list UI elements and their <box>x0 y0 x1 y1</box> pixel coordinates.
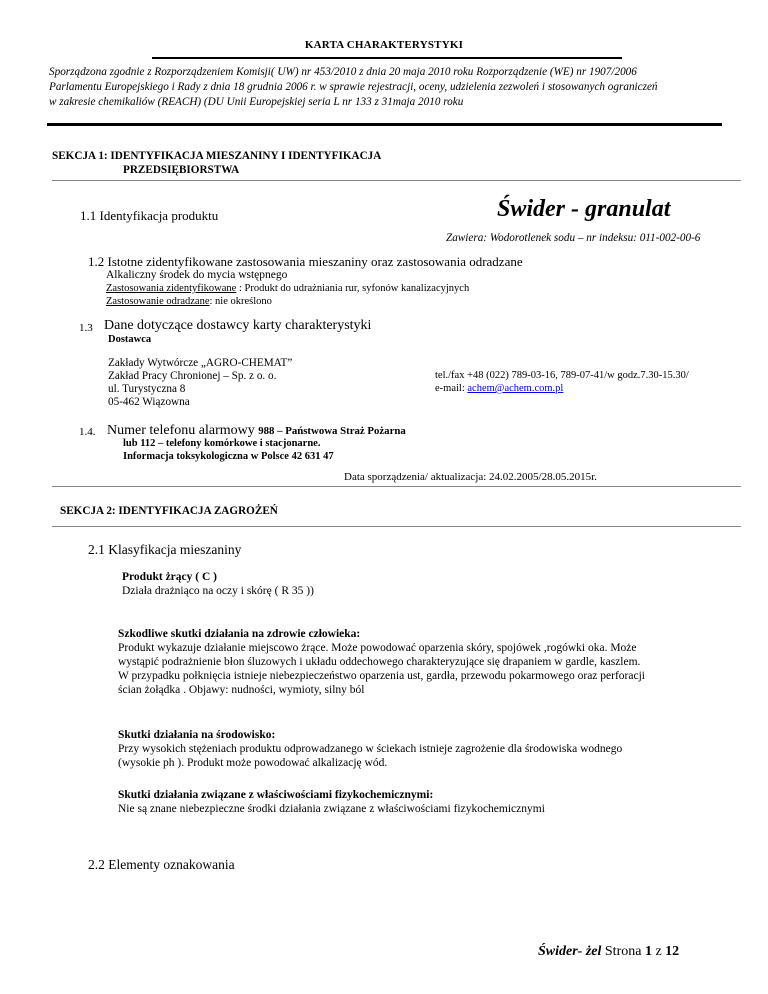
document-title: KARTA CHARAKTERYSTYKI <box>304 39 464 51</box>
supplier-email-line <box>435 383 563 394</box>
class-bold: Produkt żrący ( C ) <box>122 571 217 583</box>
class-text: Działa drażniąco na oczy i skórę ( R 35 )) <box>122 585 314 597</box>
uses-identified <box>106 283 469 294</box>
uses-identified-label: Zastosowania zidentyfikowane <box>106 283 237 294</box>
env-heading: Skutki działania na środowisko: <box>118 729 276 741</box>
regulation-line-3: w zakresie chemikaliów (REACH) (DU Unii Europejskiej seria L nr 133 z 31maja 2010 roku <box>49 96 464 108</box>
footer-page-total: 12 <box>665 944 680 959</box>
section2-heading: SEKCJA 2: IDENTYFIKACJA ZAGROŻEŃ <box>60 505 278 517</box>
s12-text: Alkaliczny środek do mycia wstępnego <box>106 269 288 281</box>
section2-rule <box>52 526 741 527</box>
s12-label: 1.2 Istotne zidentyfikowane zastosowania mieszaniny oraz zastosowania odradzane <box>88 254 523 269</box>
product-contains: Zawiera: Wodorotlenek sodu – nr indeksu: 011-002-00-6 <box>446 232 701 244</box>
footer-page-current: 1 <box>644 944 652 959</box>
section1-heading-line1: SEKCJA 1: IDENTYFIKACJA MIESZANINY I IDENTYFIKACJA <box>52 150 382 162</box>
footer <box>538 944 679 960</box>
regulation-line-2: Parlamentu Europejskiego i Rady z dnia 18 grudnia 2006 r. w sprawie rejestracji, oceny, udzielenia zezwoleń i stosowanych ograniczeń <box>49 81 658 93</box>
s21-label: 2.1 Klasyfikacja mieszaniny <box>88 542 242 557</box>
s22-label: 2.2 Elementy oznakowania <box>88 857 235 872</box>
supplier-email-prefix: e-mail: <box>435 383 468 394</box>
health-heading: Szkodliwe skutki działania na zdrowie człowieka: <box>118 628 361 640</box>
env-line-2: (wysokie ph ). Produkt może powodować alkalizację wód. <box>118 757 388 769</box>
supplier-phone: tel./fax +48 (022) 789-03-16, 789-07-41/w godz.7.30-15.30/ <box>435 370 689 381</box>
supplier-line-2: Zakład Pracy Chronionej – Sp. z o. o. <box>108 370 277 382</box>
s13-number: 1.3 <box>79 322 93 334</box>
s14-line1 <box>107 421 406 439</box>
uses-advised-text: : nie określono <box>209 296 272 307</box>
section1-end-rule <box>52 486 741 487</box>
s14-line2: lub 112 – telefony komórkowe i stacjonarne. <box>123 438 321 449</box>
phys-text: Nie są znane niebezpieczne środki działania związane z właściwościami fizykochemicznymi <box>118 803 545 815</box>
s14-label: Numer telefonu alarmowy <box>107 423 259 438</box>
health-line-2: wystąpić podrażnienie błon śluzowych i układu oddechowego charakteryzujące się drapaniem w gardle, kaszlem. <box>118 656 641 668</box>
health-line-3: W przypadku połknięcia istnieje niebezpieczeństwo oparzenia ust, gardła, przewodu pokarmowego oraz perforacji <box>118 670 645 682</box>
s14-line3: Informacja toksykologiczna w Polsce 42 631 47 <box>123 451 334 462</box>
s14-emergency: 988 – Państwowa Straż Pożarna <box>258 425 406 437</box>
uses-advised-label: Zastosowanie odradzane <box>106 296 210 307</box>
env-line-1: Przy wysokich stężeniach produktu odprowadzanego w ściekach istnieje zagrożenie dla środowiska wodnego <box>118 743 623 755</box>
supplier-label: Dostawca <box>108 334 152 345</box>
health-line-4: ścian żołądka . Objawy: nudności, wymioty, silny ból <box>118 684 365 696</box>
title-underline <box>152 57 622 59</box>
date-line: Data sporządzenia/ aktualizacja: 24.02.2005/28.05.2015r. <box>344 471 597 483</box>
supplier-email-link[interactable]: achem@achem.com.pl <box>467 383 564 394</box>
footer-page-word: Strona <box>601 944 645 959</box>
footer-product: Świder- żel <box>538 944 602 959</box>
regulation-line-1: Sporządzona zgodnie z Rozporządzeniem Komisji( UW) nr 453/2010 z dnia 20 maja 2010 roku Rozporządzenie (WE) nr 1907/2006 <box>49 66 637 78</box>
supplier-line-4: 05-462 Wiązowna <box>108 396 190 408</box>
uses-advised <box>106 296 272 307</box>
supplier-line-3: ul. Turystyczna 8 <box>108 383 186 395</box>
supplier-line-1: Zakłady Wytwórcze „AGRO-CHEMAT” <box>108 357 293 369</box>
phys-heading: Skutki działania związane z właściwościami fizykochemicznymi: <box>118 789 434 801</box>
section1-rule <box>52 180 741 181</box>
s14-number: 1.4. <box>79 426 96 438</box>
product-name: Świder - granulat <box>497 196 671 222</box>
footer-of-word: z <box>651 944 666 959</box>
section1-heading-line2: PRZEDSIĘBIORSTWA <box>123 164 240 176</box>
health-line-1: Produkt wykazuje działanie miejscowo żrące. Może powodować oparzenia skóry, spojówek ,rogówki oka. Może <box>118 642 637 654</box>
uses-identified-text: : Produkt do udrażniania rur, syfonów kanalizacyjnych <box>236 283 470 294</box>
s13-label: Dane dotyczące dostawcy karty charakterystyki <box>104 318 372 333</box>
s11-label: 1.1 Identyfikacja produktu <box>80 208 219 223</box>
header-divider <box>47 123 722 126</box>
